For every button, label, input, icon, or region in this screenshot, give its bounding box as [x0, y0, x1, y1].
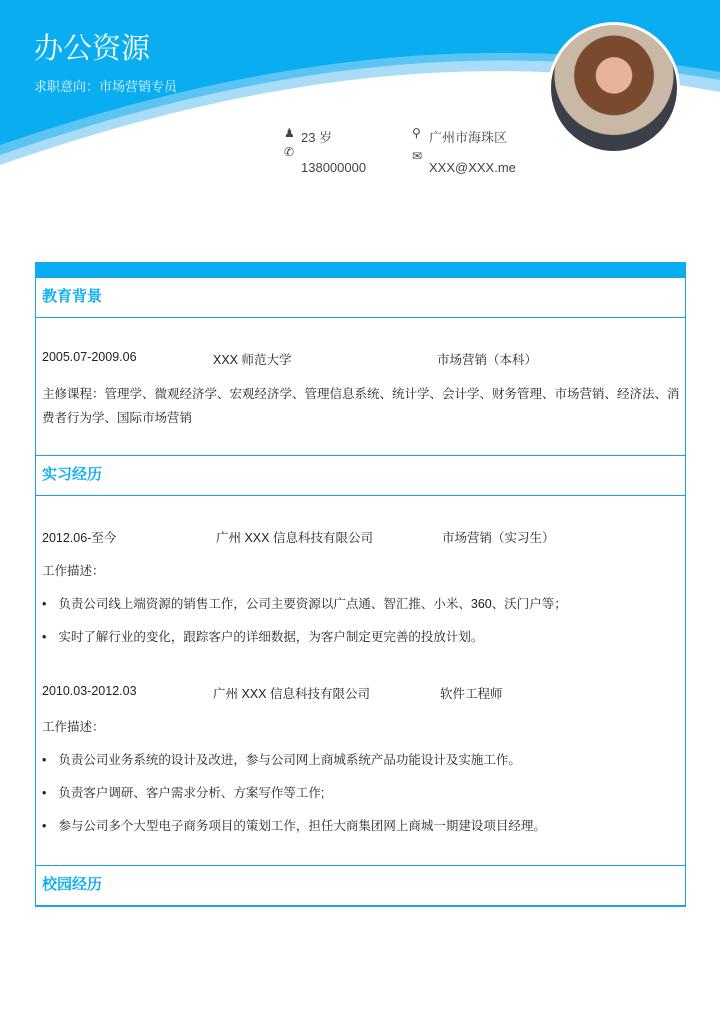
job-role: 软件工程师: [440, 687, 503, 701]
edu-school: XXX 师范大学: [213, 353, 292, 367]
job-desc-label: 工作描述：: [42, 720, 105, 734]
section-title-education: 教育背景: [36, 277, 685, 318]
age: 23 岁: [301, 130, 333, 145]
edu-major: 市场营销（本科）: [437, 353, 538, 367]
edu-courses: 主修课程：管理学、微观经济学、宏观经济学、管理信息系统、统计学、会计学、财务管理、市场营销、经济法、消费者行为学、国际市场营销: [42, 387, 680, 425]
job-bullet: • 负责公司业务系统的设计及改进，参与公司网上商城系统产品功能设计及实施工作。: [42, 750, 521, 768]
job-intent: 求职意向：市场营销专员: [34, 79, 178, 94]
job-bullet: • 参与公司多个大型电子商务项目的策划工作，担任大商集团网上商城一期建设项目经理。: [42, 816, 546, 834]
location-pin-icon: ⚲: [412, 126, 421, 140]
job-company: 广州 XXX 信息科技有限公司: [216, 531, 373, 545]
email: XXX@XXX.me: [429, 160, 516, 175]
person-icon: ♟: [284, 126, 295, 140]
section-title-internship: 实习经历: [36, 455, 685, 496]
candidate-name: 办公资源: [34, 33, 151, 65]
phone-icon: ✆: [284, 145, 295, 159]
edu-period: 2005.07-2009.06: [42, 350, 137, 364]
phone: 138000000: [301, 160, 367, 175]
job-bullet: • 负责公司线上端资源的销售工作，公司主要资源以广点通、智汇推、小米、360、沃门户等；: [42, 594, 567, 612]
job-period: 2010.03-2012.03: [42, 684, 137, 698]
location: 广州市海珠区: [429, 130, 508, 145]
mail-icon: ✉: [412, 149, 423, 163]
resume-body: [35, 262, 686, 907]
job-bullet: • 负责客户调研、客户需求分析、方案写作等工作;: [42, 783, 324, 801]
job-company: 广州 XXX 信息科技有限公司: [213, 687, 370, 701]
section-title-campus: 校园经历: [36, 865, 685, 906]
job-role: 市场营销（实习生）: [442, 531, 555, 545]
job-bullet: • 实时了解行业的变化，跟踪客户的详细数据，为客户制定更完善的投放计划。: [42, 627, 483, 645]
job-desc-label: 工作描述：: [42, 564, 105, 578]
avatar: [548, 22, 680, 154]
job-period: 2012.06-至今: [42, 531, 117, 545]
